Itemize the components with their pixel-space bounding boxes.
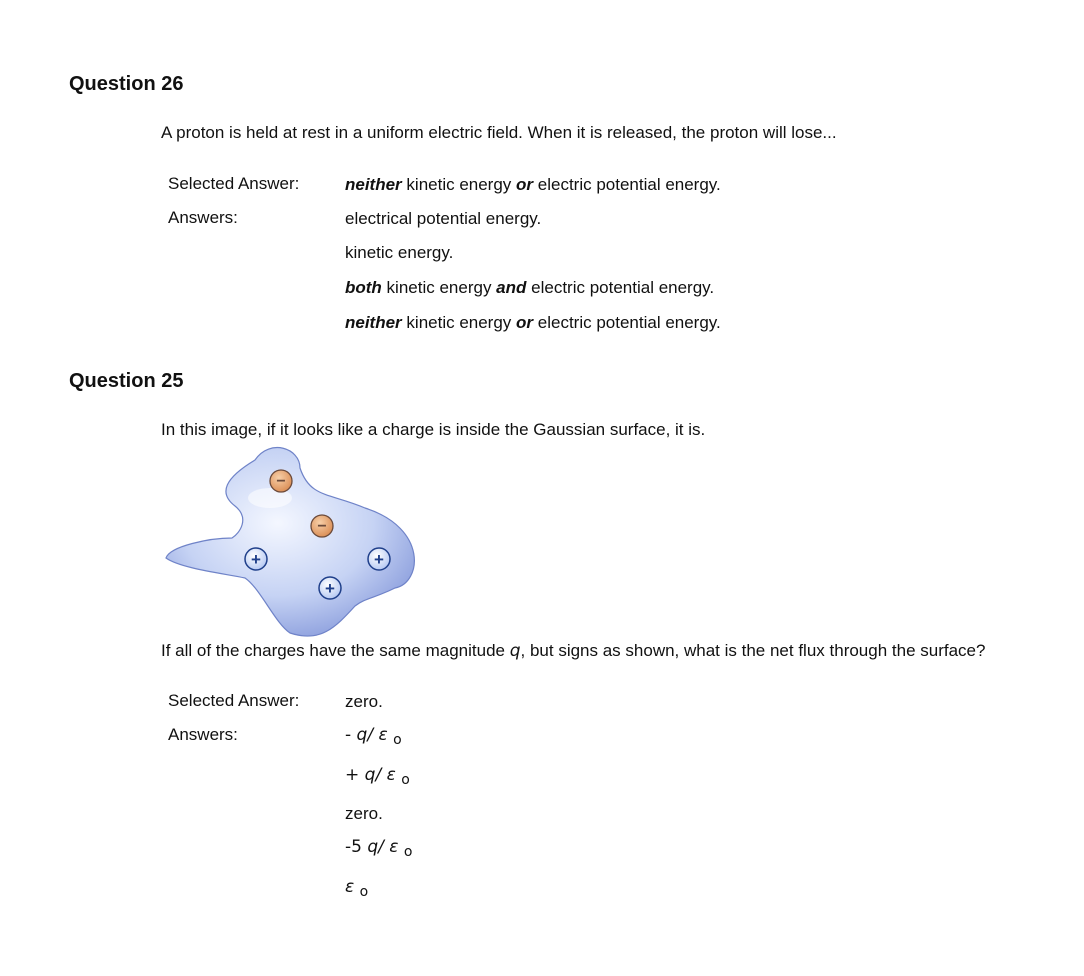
epsilon-symbol: ε [386, 765, 396, 785]
answer-text: kinetic energy [401, 313, 517, 332]
answer-option: electrical potential energy. [345, 209, 542, 228]
answer-emphasis: neither [345, 313, 402, 332]
selected-answer-label: Selected Answer: [168, 691, 300, 710]
question-26-text: A proton is held at rest in a uniform electric field. When it is released, the proton will lose... [161, 123, 837, 142]
question-26-title: Question 26 [69, 73, 184, 95]
charge-symbol: q [509, 641, 521, 661]
answer-emphasis: neither [345, 175, 402, 194]
answer-option [345, 313, 721, 333]
answer-emphasis: both [345, 278, 382, 297]
question-25-text: In this image, if it looks like a charge is inside the Gaussian surface, it is. [161, 420, 706, 439]
negative-charge [270, 470, 292, 492]
answer-text: kinetic energy [381, 278, 497, 297]
epsilon-symbol: ε [389, 837, 399, 857]
answers-label: Answers: [168, 208, 238, 227]
answer-text: electric potential energy. [533, 313, 721, 332]
answer-option [345, 837, 413, 860]
positive-charge [319, 577, 341, 599]
answer-slash: / [367, 725, 379, 745]
selected-answer [345, 175, 721, 195]
answer-text: electric potential energy. [533, 175, 721, 194]
selected-answer: zero. [345, 692, 383, 711]
answer-emphasis: and [496, 278, 527, 297]
answer-option [345, 877, 369, 900]
answer-slash: / [378, 837, 390, 857]
charge-symbol: q [364, 765, 376, 785]
charge-sign: − [317, 518, 327, 535]
charge-sign: − [276, 473, 286, 490]
answer-prefix: -5 [345, 837, 368, 857]
prompt-text: If all of the charges have the same magnitude [161, 641, 510, 660]
answer-option: zero. [345, 804, 383, 823]
answer-prefix: - [345, 725, 357, 745]
question-25-prompt [161, 641, 985, 661]
answer-emphasis: or [516, 313, 534, 332]
answer-option: kinetic energy. [345, 243, 454, 262]
epsilon-symbol: ε [345, 877, 355, 897]
answer-option [345, 278, 714, 298]
answer-option [345, 765, 410, 788]
answer-text: kinetic energy [401, 175, 517, 194]
answer-slash: / [375, 765, 387, 785]
gaussian-surface-figure [160, 438, 430, 643]
charge-symbol: q [356, 725, 368, 745]
positive-charge [245, 548, 267, 570]
epsilon-symbol: ε [378, 725, 388, 745]
charge-symbol: q [367, 837, 379, 857]
answer-option [345, 725, 402, 748]
epsilon-subscript: o [403, 844, 413, 860]
charge-sign: + [374, 550, 384, 569]
answer-text: electric potential energy. [526, 278, 715, 297]
epsilon-subscript: o [359, 884, 369, 900]
epsilon-subscript: o [401, 772, 410, 788]
epsilon-subscript: o [393, 732, 402, 748]
positive-charge [368, 548, 390, 570]
answers-label: Answers: [168, 725, 238, 744]
answer-prefix: + [345, 765, 365, 785]
charge-sign: + [325, 579, 335, 598]
prompt-text: , but signs as shown, what is the net flux through the surface? [520, 641, 986, 660]
selected-answer-label: Selected Answer: [168, 174, 300, 193]
negative-charge [311, 515, 333, 537]
answer-emphasis: or [516, 175, 534, 194]
charge-sign: + [251, 550, 261, 569]
question-25-title: Question 25 [69, 370, 184, 392]
